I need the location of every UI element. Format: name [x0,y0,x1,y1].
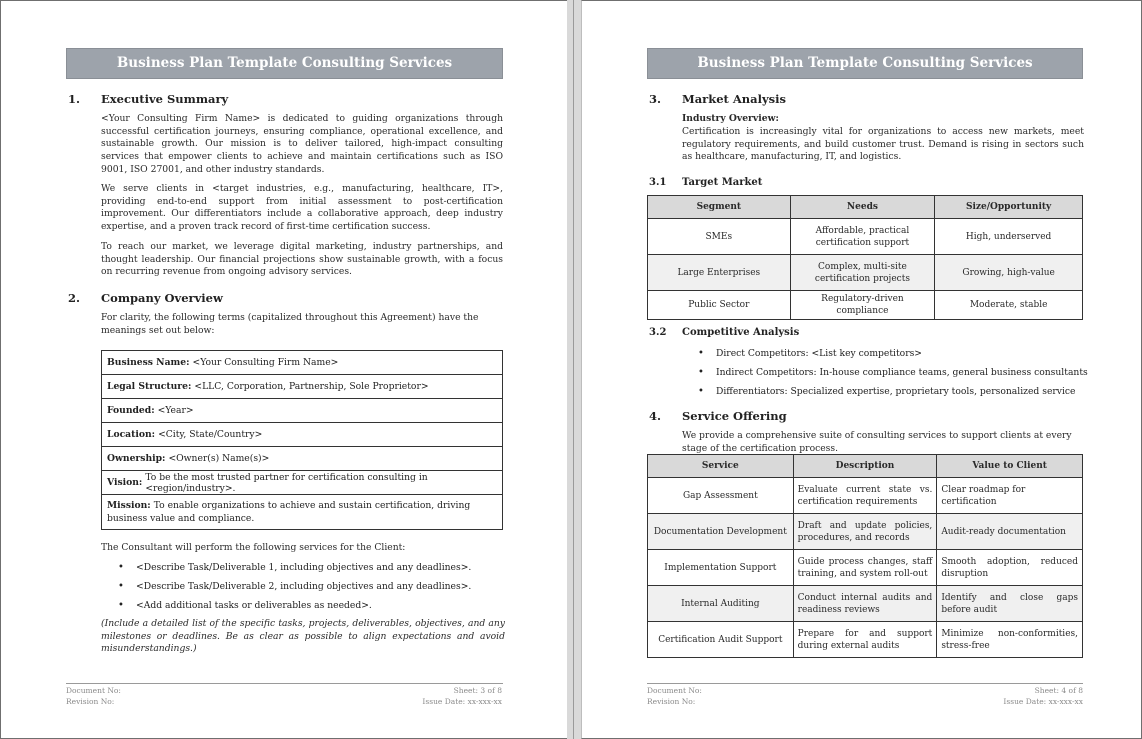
executive-summary-paragraph-3: To reach our market, we leverage digital marketing, industry partnerships, and thought leadership. Our financial projections show sustainable growth, with a focus on recurring revenue from ongoing advisory services. [101,241,503,278]
page-separator [573,0,574,739]
table-cell: Growing, high-value [935,255,1083,291]
table-cell: Draft and update policies, procedures, and records [793,514,937,550]
table-header: Value to Client [937,455,1083,478]
detail-label: Legal Structure: [107,381,192,392]
list-item: • <Describe Task/Deliverable 2, including objectives and any deadlines>. [118,580,503,599]
detail-value: To be the most trusted partner for certification consulting in <region/industry>. [145,471,428,494]
sheet-number: Sheet: 3 of 8 [453,686,502,695]
sheet-number: Sheet: 4 of 8 [1034,686,1083,695]
footer-sheet-info [422,685,502,707]
table-cell: Certification Audit Support [648,622,794,658]
company-detail-row [102,399,502,423]
industry-overview-text: Certification is increasingly vital for organizations to access new markets, meet regulatory requirements, and build customer trust. Demand is rising in sectors such as healthcare, manufacturing, IT, and logistics. [682,126,1084,163]
table-cell: Internal Auditing [648,586,794,622]
footer-divider [647,683,1083,684]
page-banner-title: Business Plan Template Consulting Services [647,48,1083,79]
table-cell: Gap Assessment [648,478,794,514]
section-number: 3.1 [649,177,667,188]
table-cell: Audit-ready documentation [937,514,1083,550]
document-number-label: Document No: [66,686,121,695]
section-number: 3. [649,92,662,106]
table-header-row [648,196,1083,219]
section-number: 4. [649,409,662,423]
section-number: 1. [68,92,81,106]
table-cell: Regulatory-driven compliance [790,291,935,320]
company-detail-row [102,423,502,447]
list-item: • Direct Competitors: <List key competitors> [698,347,1088,366]
section-title: Company Overview [101,291,223,305]
table-cell: Evaluate current state vs. certification requirements [793,478,937,514]
detail-label: Ownership: [107,453,166,464]
revision-number-label: Revision No: [66,697,115,706]
detail-label: Location: [107,429,156,440]
detail-value: <LLC, Corporation, Partnership, Sole Proprietor> [194,381,429,392]
table-row [648,291,1083,320]
table-cell: Public Sector [648,291,791,320]
footer-sheet-info [1003,685,1083,707]
issue-date: Issue Date: xx-xxx-xx [422,697,502,706]
footer-doc-info [66,685,121,707]
table-cell: SMEs [648,219,791,255]
services-bullet-list [118,561,503,618]
detail-value: <Year> [157,405,194,416]
service-offering-table [647,454,1083,658]
section-title: Target Market [682,177,763,188]
company-detail-row [102,495,502,529]
executive-summary-paragraph-1: <Your Consulting Firm Name> is dedicated to guiding organizations through successful certification journeys, ensuring compliance, operational excellence, and sustainable growth. Our mission is to deliver tailored, high-impact consulting services that empower clients to achieve and maintain certifications such as ISO 9001, ISO 27001, and other industry standards. [101,113,503,175]
table-header: Size/Opportunity [935,196,1083,219]
target-market-table [647,195,1083,320]
list-item: • Differentiators: Specialized expertise, proprietary tools, personalized service [698,385,1088,404]
services-note: (Include a detailed list of the specific tasks, projects, deliverables, objectives, and any milestones or deadlines. Be as clear as possible to align expectations and avoid misunderstandings.) [101,618,505,655]
table-header-row [648,455,1083,478]
table-header: Segment [648,196,791,219]
table-row [648,622,1083,658]
section-title: Market Analysis [682,92,786,106]
table-row [648,550,1083,586]
detail-value: <Owner(s) Name(s)> [168,453,270,464]
table-row [648,255,1083,291]
company-detail-row [102,351,502,375]
table-row [648,586,1083,622]
table-cell: Guide process changes, staff training, and system roll-out [793,550,937,586]
footer-divider [66,683,503,684]
section-title: Service Offering [682,409,787,423]
table-cell: Conduct internal audits and readiness reviews [793,586,937,622]
table-header: Description [793,455,937,478]
section-title: Executive Summary [101,92,229,106]
service-offering-intro: We provide a comprehensive suite of consulting services to support clients at every stage of the certification process. [682,430,1072,454]
company-overview-intro: For clarity, the following terms (capitalized throughout this Agreement) have the meanings set out below: [101,312,479,336]
section-title: Competitive Analysis [682,327,800,338]
table-cell: Documentation Development [648,514,794,550]
table-cell: Prepare for and support during external audits [793,622,937,658]
company-detail-row [102,471,502,495]
table-cell: Smooth adoption, reduced disruption [937,550,1083,586]
table-cell: High, underserved [935,219,1083,255]
list-item: • Indirect Competitors: In-house compliance teams, general business consultants [698,366,1088,385]
table-row [648,478,1083,514]
footer-doc-info [647,685,702,707]
detail-value: <Your Consulting Firm Name> [192,357,339,368]
document-page-right [581,0,1142,739]
table-cell: Large Enterprises [648,255,791,291]
section-number: 3.2 [649,327,667,338]
company-detail-row [102,375,502,399]
table-header: Service [648,455,794,478]
detail-value: To enable organizations to achieve and sustain certification, driving business value and compliance. [107,500,471,524]
table-cell: Moderate, stable [935,291,1083,320]
table-cell: Affordable, practical certification support [790,219,935,255]
list-item: • <Add additional tasks or deliverables as needed>. [118,599,503,618]
table-cell: Complex, multi-site certification projects [790,255,935,291]
list-item: • <Describe Task/Deliverable 1, including objectives and any deadlines>. [118,561,503,580]
issue-date: Issue Date: xx-xxx-xx [1003,697,1083,706]
table-cell: Identify and close gaps before audit [937,586,1083,622]
page-gutter [567,0,581,739]
table-row [648,514,1083,550]
detail-label: Mission: [107,500,151,511]
detail-label: Vision: [107,477,143,488]
page-banner-title: Business Plan Template Consulting Services [66,48,503,79]
company-details-table [101,350,503,530]
table-row [648,219,1083,255]
detail-label: Business Name: [107,357,190,368]
company-detail-row [102,447,502,471]
table-cell: Minimize non-conformities, stress-free [937,622,1083,658]
table-header: Needs [790,196,935,219]
detail-label: Founded: [107,405,155,416]
section-number: 2. [68,291,81,305]
competitive-bullet-list [698,347,1088,404]
document-number-label: Document No: [647,686,702,695]
detail-value: <City, State/Country> [158,429,263,440]
document-page-left [0,0,568,739]
table-cell: Implementation Support [648,550,794,586]
industry-overview-label: Industry Overview: [682,113,779,124]
table-cell: Clear roadmap for certification [937,478,1083,514]
services-intro: The Consultant will perform the following services for the Client: [101,542,406,553]
executive-summary-paragraph-2: We serve clients in <target industries, e.g., manufacturing, healthcare, IT>, providing end-to-end support from initial assessment to post-certification improvement. Our differentiators include a collaborative approach, deep industry expertise, and a proven track record of first-time certification success. [101,183,503,233]
revision-number-label: Revision No: [647,697,696,706]
